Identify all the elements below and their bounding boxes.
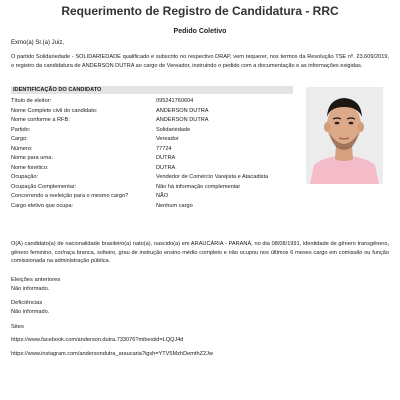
field-row bbox=[11, 164, 291, 174]
field-value: Nenhum cargo bbox=[156, 203, 193, 210]
previous-elections-value: Não informado. bbox=[11, 286, 50, 292]
field-label: Nome Completo civil do candidato: bbox=[11, 107, 98, 114]
field-value: ANDERSON DUTRA bbox=[156, 117, 209, 124]
field-label: Cargo: bbox=[11, 136, 28, 143]
field-label: Nome para urna: bbox=[11, 155, 53, 162]
field-row bbox=[11, 145, 291, 155]
field-row bbox=[11, 192, 291, 202]
field-row bbox=[11, 135, 291, 145]
field-value: Vendedor de Comércio Varejista e Atacadista bbox=[156, 174, 269, 181]
field-label: Ocupação: bbox=[11, 174, 39, 181]
field-value: DUTRA bbox=[156, 164, 176, 171]
disabilities-value: Não informado. bbox=[11, 309, 50, 315]
field-value: DUTRA bbox=[156, 155, 176, 162]
sites-heading: Sites bbox=[11, 324, 24, 330]
document-subtitle: Pedido Coletivo bbox=[173, 28, 227, 35]
field-row bbox=[11, 173, 291, 183]
field-value: ANDERSON DUTRA bbox=[156, 107, 209, 114]
previous-elections-heading: Eleições anteriores bbox=[11, 277, 61, 283]
field-row bbox=[11, 116, 291, 126]
field-value: 095241760604 bbox=[156, 98, 194, 104]
field-label: Cargo eletivo que ocupa: bbox=[11, 203, 74, 210]
document-title: Requerimento de Registro de Candidatura - RRC bbox=[61, 4, 339, 18]
field-row bbox=[11, 202, 291, 212]
disabilities-heading: Deficiências bbox=[11, 300, 43, 306]
facebook-link[interactable]: https://www.facebook.com/anderson.dutra.733076?mibextid=LQQJ4d bbox=[11, 337, 184, 343]
candidate-fields bbox=[11, 97, 291, 212]
field-label: Número: bbox=[11, 145, 33, 152]
candidate-portrait-image bbox=[306, 87, 383, 184]
field-value: Vereador bbox=[156, 136, 179, 143]
field-label: Nome conforme a RFB: bbox=[11, 117, 70, 124]
field-value: Não há informação complementar bbox=[156, 183, 241, 190]
field-label: Título de eleitor: bbox=[11, 98, 52, 104]
instagram-link[interactable]: https://www.instagram.com/andersondutra_araucaria?igsh=YTV5MzhDemthZ2Jw bbox=[11, 351, 213, 357]
greeting: Exmo(a) Sr.(a) Juiz, bbox=[11, 40, 65, 46]
field-label: Partido: bbox=[11, 126, 31, 133]
field-row bbox=[11, 154, 291, 164]
field-value: NÃO bbox=[156, 193, 169, 200]
field-row bbox=[11, 183, 291, 193]
field-row bbox=[11, 97, 291, 107]
field-value: 77724 bbox=[156, 145, 172, 152]
field-row bbox=[11, 107, 291, 117]
field-value: Solidariedade bbox=[156, 126, 191, 133]
intro-paragraph: O partido Solidariedade - SOLIDARIEDADE qualificado e subscrito no respectivo DRAP, vem requerer, nos termos da Resolução TSE nº. 23.609/2019, o registro da candidatura de ANDERSON DUTRA ao cargo de Vereador, instruindo o pedido com a documentação e as informações exigidas. bbox=[11, 54, 389, 69]
field-label: Ocupação Complementar: bbox=[11, 183, 77, 190]
candidate-photo bbox=[306, 87, 383, 184]
field-label: Concorrendo a reeleição para o mesmo cargo? bbox=[11, 193, 129, 200]
field-label: Nome fonético: bbox=[11, 164, 49, 171]
field-row bbox=[11, 126, 291, 136]
candidate-narrative: O(A) candidato(a) de nacionalidade brasileiro(a) nato(a), nascido(a) em ARAUCÁRIA - PARANÁ, no dia 08/08/1991, identidade de gênero transgênero, gênero feminino, cor/raça branca, solteiro, grau de instrução ensino médio completo e não ocupou nos últimos 6 meses cargo em comissão ou função comissionada na administração pública. bbox=[11, 241, 389, 265]
section-header: IDENTIFICAÇÃO DO CANDIDATO bbox=[11, 86, 293, 94]
